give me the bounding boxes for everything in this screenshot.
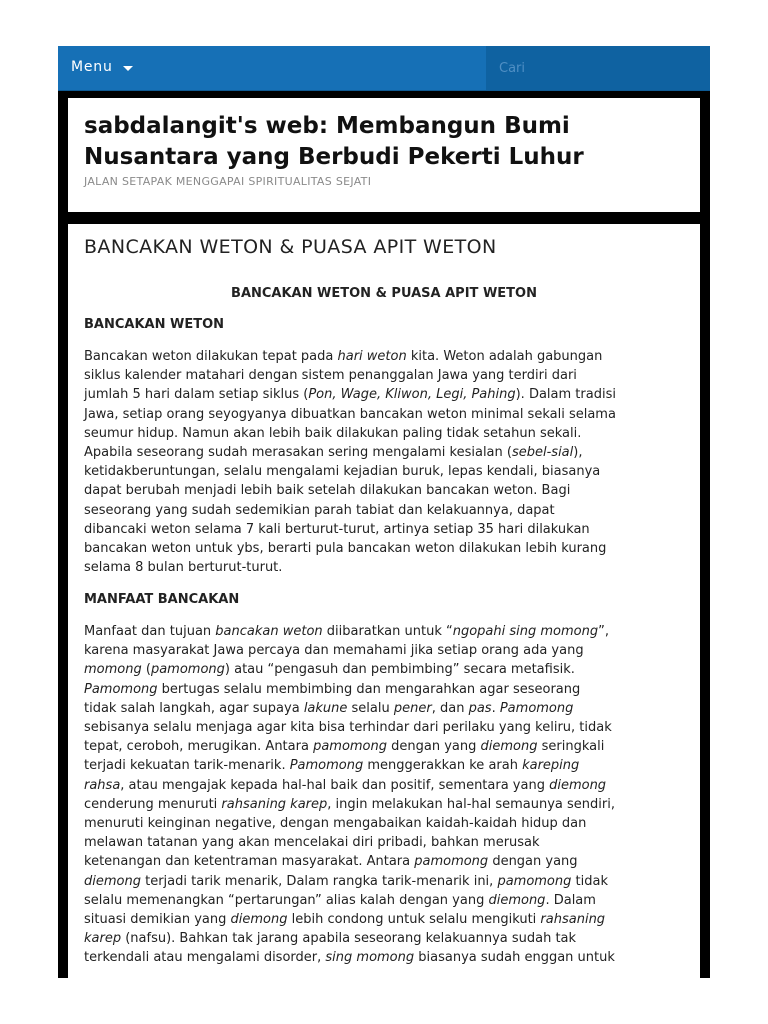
emphasis-text: karep — [84, 931, 122, 947]
text-run: kita. Weton adalah gabungan — [406, 349, 603, 364]
paragraph-line — [84, 718, 690, 737]
text-run: ketidakberuntungan, selalu mengalami kejadian buruk, lepas kendali, biasanya — [84, 464, 601, 480]
paragraph-line — [84, 481, 690, 500]
section-heading-manfaat-bancakan: MANFAAT BANCAKAN — [84, 592, 240, 607]
emphasis-text: Pon, Wage, Kliwon, Legi, Pahing — [308, 387, 516, 403]
text-run: jumlah 5 hari dalam setiap siklus ( — [84, 387, 309, 403]
paragraph-line — [84, 852, 690, 871]
text-run: dapat berubah menjadi lebih baik setelah dilakukan bancakan weton. Bagi — [84, 483, 571, 499]
post-title[interactable]: BANCAKAN WETON & PUASA APIT WETON — [84, 236, 497, 258]
text-run: tepat, ceroboh, merugikan. Antara — [84, 739, 314, 755]
paragraph-line — [84, 910, 690, 929]
paragraph-line — [84, 385, 690, 404]
paragraph-line — [84, 660, 690, 679]
text-run: ) atau “pengasuh dan pembimbing” secara metafisik. — [224, 662, 575, 678]
paragraph-line — [84, 501, 690, 520]
text-run: Jawa, setiap orang seyogyanya dibuatkan bancakan weton minimal sekali selama — [84, 406, 616, 422]
paragraph-line — [84, 948, 690, 967]
paragraph-line — [84, 520, 690, 539]
emphasis-text: Pamomong — [289, 758, 364, 774]
emphasis-text: rahsa — [84, 777, 121, 793]
paragraph-line — [84, 558, 690, 577]
text-run: lebih condong untuk selalu mengikuti — [287, 912, 541, 928]
text-run: selama 8 bulan berturut-turut. — [84, 560, 283, 576]
text-run: ), — [573, 445, 583, 461]
text-run: menuruti keinginan negative, dengan mengabaikan kaidah-kaidah hidup dan — [84, 816, 587, 832]
text-run: ). Dalam tradisi — [515, 387, 616, 403]
text-run: melawan tatanan yang akan mencelakai diri pribadi, bahkan merusak — [84, 835, 540, 851]
emphasis-text: pener — [393, 700, 432, 716]
section-heading-bancakan-weton: BANCAKAN WETON — [84, 317, 225, 332]
paragraph-line — [84, 795, 690, 814]
paragraph-line — [84, 699, 690, 718]
text-run: diibaratkan untuk “ — [322, 624, 453, 639]
text-run: terjadi tarik menarik, Dalam rangka tarik-menarik ini, — [140, 873, 498, 889]
text-run: Apabila seseorang sudah merasakan sering mengalami kesialan ( — [84, 445, 512, 461]
text-run: biasanya sudah enggan untuk — [414, 950, 615, 966]
navbar — [58, 46, 710, 91]
text-run: sebisanya selalu menjaga agar kita bisa terhindar dari perilaku yang keliru, tidak — [84, 720, 612, 736]
paragraph-line — [84, 539, 690, 558]
paragraph-line — [84, 405, 690, 424]
emphasis-text: pamomong — [497, 873, 572, 889]
post-subtitle: BANCAKAN WETON & PUASA APIT WETON — [231, 286, 537, 301]
caret-down-icon — [123, 66, 133, 71]
emphasis-text: hari weton — [337, 349, 407, 364]
paragraph-line — [84, 622, 690, 641]
emphasis-text: rahsaning karep — [221, 796, 328, 812]
emphasis-text: pas — [468, 700, 492, 716]
site-title[interactable]: sabdalangit's web: Membangun Bumi Nusantara yang Berbudi Pekerti Luhur — [84, 113, 584, 170]
paragraph-line — [84, 680, 690, 699]
text-run: . — [491, 700, 500, 716]
text-run: dibancaki weton selama 7 kali berturut-turut, artinya setiap 35 hari dilakukan — [84, 521, 590, 537]
text-run: (nafsu). Bahkan tak jarang apabila seseorang kelakuannya sudah tak — [121, 931, 577, 947]
emphasis-text: diemong — [84, 873, 141, 889]
post-content — [68, 224, 700, 978]
site-header — [68, 98, 700, 212]
emphasis-text: kareping — [522, 758, 580, 774]
text-run: , atau mengajak kepada hal-hal baik dan positif, sementara yang — [120, 777, 550, 793]
paragraph-line — [84, 891, 690, 910]
paragraph-bancakan-weton — [84, 347, 690, 577]
page-frame — [58, 46, 710, 978]
menu-button[interactable] — [71, 59, 133, 75]
emphasis-text: pamomong — [150, 662, 225, 678]
paragraph-line — [84, 641, 690, 660]
paragraph-line — [84, 462, 690, 481]
emphasis-text: Pamomong — [499, 700, 574, 716]
text-run: tidak — [571, 873, 608, 889]
text-run: terjadi kekuatan tarik-menarik. — [84, 758, 290, 774]
text-run: terkendali atau mengalami disorder, — [84, 950, 326, 966]
text-run: karena masyarakat Jawa percaya dan memahami jika setiap orang ada yang — [84, 643, 584, 659]
text-run: bertugas selalu membimbing dan mengarahkan agar seseorang — [157, 681, 581, 697]
paragraph-line — [84, 443, 690, 462]
site-tagline: JALAN SETAPAK MENGGAPAI SPIRITUALITAS SEJATI — [84, 175, 372, 188]
emphasis-text: ngopahi sing momong — [452, 624, 599, 639]
emphasis-text: sing momong — [325, 950, 415, 966]
emphasis-text: rahsaning — [540, 912, 606, 928]
emphasis-text: diemong — [230, 912, 288, 928]
text-run: bancakan weton untuk ybs, berarti pula bancakan weton dilakukan lebih kurang — [84, 541, 607, 557]
paragraph-line — [84, 424, 690, 443]
text-run: seseorang yang sudah sedemikian parah tabiat dan kelakuannya, dapat — [84, 502, 555, 518]
text-run: selalu — [347, 700, 394, 716]
text-run: situasi demikian yang — [84, 912, 231, 928]
paragraph-line — [84, 929, 690, 948]
paragraph-line — [84, 872, 690, 891]
text-run: tidak salah langkah, agar supaya — [84, 700, 304, 716]
paragraph-line — [84, 737, 690, 756]
emphasis-text: pamomong — [313, 739, 388, 755]
paragraph-line — [84, 833, 690, 852]
paragraph-line — [84, 756, 690, 775]
menu-label: Menu — [71, 59, 113, 75]
text-run: seringkali — [537, 739, 605, 755]
text-run: Manfaat dan tujuan — [84, 624, 216, 639]
paragraph-line — [84, 347, 690, 366]
paragraph-line — [84, 776, 690, 795]
emphasis-text: momong — [84, 662, 142, 678]
text-run: ketenangan dan ketentraman masyarakat. Antara — [84, 854, 415, 870]
text-run: . Dalam — [545, 892, 596, 908]
emphasis-text: diemong — [480, 739, 538, 755]
text-run: Bancakan weton dilakukan tepat pada — [84, 349, 338, 364]
text-run: siklus kalender matahari dengan sistem penanggalan Jawa yang terdiri dari — [84, 368, 577, 384]
emphasis-text: diemong — [488, 892, 546, 908]
text-run: , dan — [431, 700, 469, 716]
text-run: ”, — [598, 624, 609, 639]
text-run: menggerakkan ke arah — [363, 758, 523, 774]
emphasis-text: diemong — [549, 777, 607, 793]
search-input[interactable] — [486, 46, 710, 90]
text-run: , ingin melakukan hal-hal semaunya sendiri, — [327, 796, 615, 812]
text-run: dengan yang — [488, 854, 578, 870]
paragraph-line — [84, 366, 690, 385]
paragraph-manfaat-bancakan — [84, 622, 690, 968]
text-run: ( — [141, 662, 151, 678]
text-run: seumur hidup. Namun akan lebih baik dilakukan paling tidak setahun sekali. — [84, 425, 582, 441]
emphasis-text: pamomong — [414, 854, 489, 870]
text-run: selalu memenangkan “pertarungan” alias kalah dengan yang — [84, 892, 489, 908]
text-run: cenderung menuruti — [84, 796, 222, 812]
text-run: dengan yang — [387, 739, 481, 755]
emphasis-text: lakune — [303, 700, 348, 716]
emphasis-text: Pamomong — [84, 681, 158, 697]
emphasis-text: bancakan weton — [215, 624, 323, 639]
paragraph-line — [84, 814, 690, 833]
emphasis-text: sebel-sial — [511, 445, 574, 461]
